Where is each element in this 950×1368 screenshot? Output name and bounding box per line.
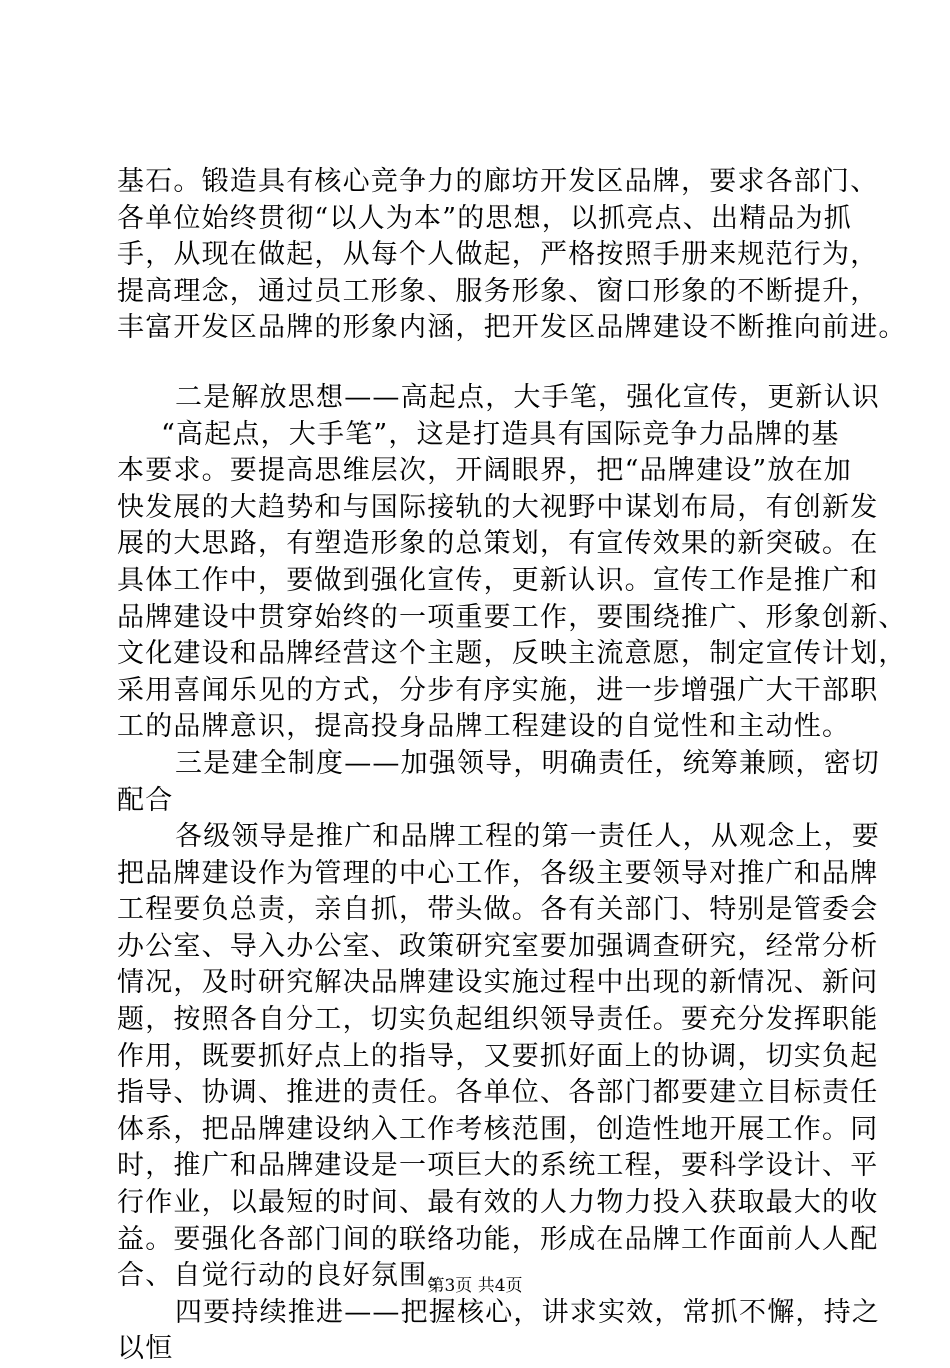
text-line: 基石。锻造具有核心竞争力的廊坊开发区品牌，要求各部门、 <box>117 166 879 197</box>
text-line: 采用喜闻乐见的方式，分步有序实施，进一步增强广大干部职 <box>117 674 879 706</box>
text-line: 题，按照各自分工，切实负起组织领导责任。要充分发挥职能 <box>117 1004 879 1036</box>
text-line: 体系，把品牌建设纳入工作考核范围，创造性地开展工作。同 <box>117 1113 879 1145</box>
text-line: 行作业，以最短的时间、最有效的人力物力投入获取最大的收 <box>117 1187 879 1219</box>
text-line: 文化建设和品牌经营这个主题，反映主流意愿，制定宣传计划， <box>117 638 907 670</box>
section-heading-3: 三是建全制度——加强领导，明确责任，统筹兼顾，密切 <box>175 747 880 779</box>
text-line: 提高理念，通过员工形象、服务形象、窗口形象的不断提升， <box>117 275 879 307</box>
text-line: 指导、协调、推进的责任。各单位、各部门都要建立目标责任 <box>117 1077 879 1109</box>
text-line: 作用，既要抓好点上的指导，又要抓好面上的协调，切实负起 <box>117 1040 879 1072</box>
text-line: 展的大思路，有塑造形象的总策划，有宣传效果的新突破。在 <box>117 528 879 560</box>
text-line: 情况，及时研究解决品牌建设实施过程中出现的新情况、新问 <box>117 967 879 999</box>
section-heading-2: 二是解放思想——高起点，大手笔，强化宣传，更新认识 <box>175 381 880 413</box>
paragraph-gap <box>117 347 857 380</box>
page-number-footer: 第3页 共4页 <box>427 1276 523 1296</box>
document-body <box>117 164 907 1368</box>
text-line: 合、自觉行动的良好氛围。 <box>117 1260 456 1292</box>
text-line: 把品牌建设作为管理的中心工作，各级主要领导对推广和品牌 <box>117 857 879 889</box>
text-line: 工的品牌意识，提高投身品牌工程建设的自觉性和主动性。 <box>117 711 851 743</box>
section-heading-3-cont: 配合 <box>117 784 174 816</box>
text-line: 各级领导是推广和品牌工程的第一责任人，从观念上，要 <box>175 821 880 853</box>
text-line: 工程要负总责，亲自抓，带头做。各有关部门、特别是管委会 <box>117 894 879 926</box>
text-line: 本要求。要提高思维层次，开阔眼界，把“品牌建设”放在加 <box>117 455 853 487</box>
text-line: 快发展的大趋势和与国际接轨的大视野中谋划布局，有创新发 <box>117 491 879 523</box>
text-line: 时，推广和品牌建设是一项巨大的系统工程，要科学设计、平 <box>117 1150 879 1182</box>
text-line: “高起点，大手笔”，这是打造具有国际竞争力品牌的基 <box>161 418 840 450</box>
section-heading-4-cont: 以恒 <box>117 1333 174 1365</box>
text-line: 手，从现在做起，从每个人做起，严格按照手册来规范行为， <box>117 239 879 271</box>
text-line: 办公室、导入办公室、政策研究室要加强调查研究，经常分析 <box>117 930 879 962</box>
text-line: 丰富开发区品牌的形象内涵，把开发区品牌建设不断推向前进。 <box>117 312 907 344</box>
text-line: 益。要强化各部门间的联络功能，形成在品牌工作面前人人配 <box>117 1223 879 1255</box>
section-heading-4: 四要持续推进——把握核心，讲求实效，常抓不懈，持之 <box>175 1296 880 1328</box>
text-line: 品牌建设中贯穿始终的一项重要工作，要围绕推广、形象创新、 <box>117 601 907 633</box>
text-line: 各单位始终贯彻“以人为本”的思想，以抓亮点、出精品为抓 <box>117 202 853 234</box>
text-line: 具体工作中，要做到强化宣传，更新认识。宣传工作是推广和 <box>117 564 879 596</box>
